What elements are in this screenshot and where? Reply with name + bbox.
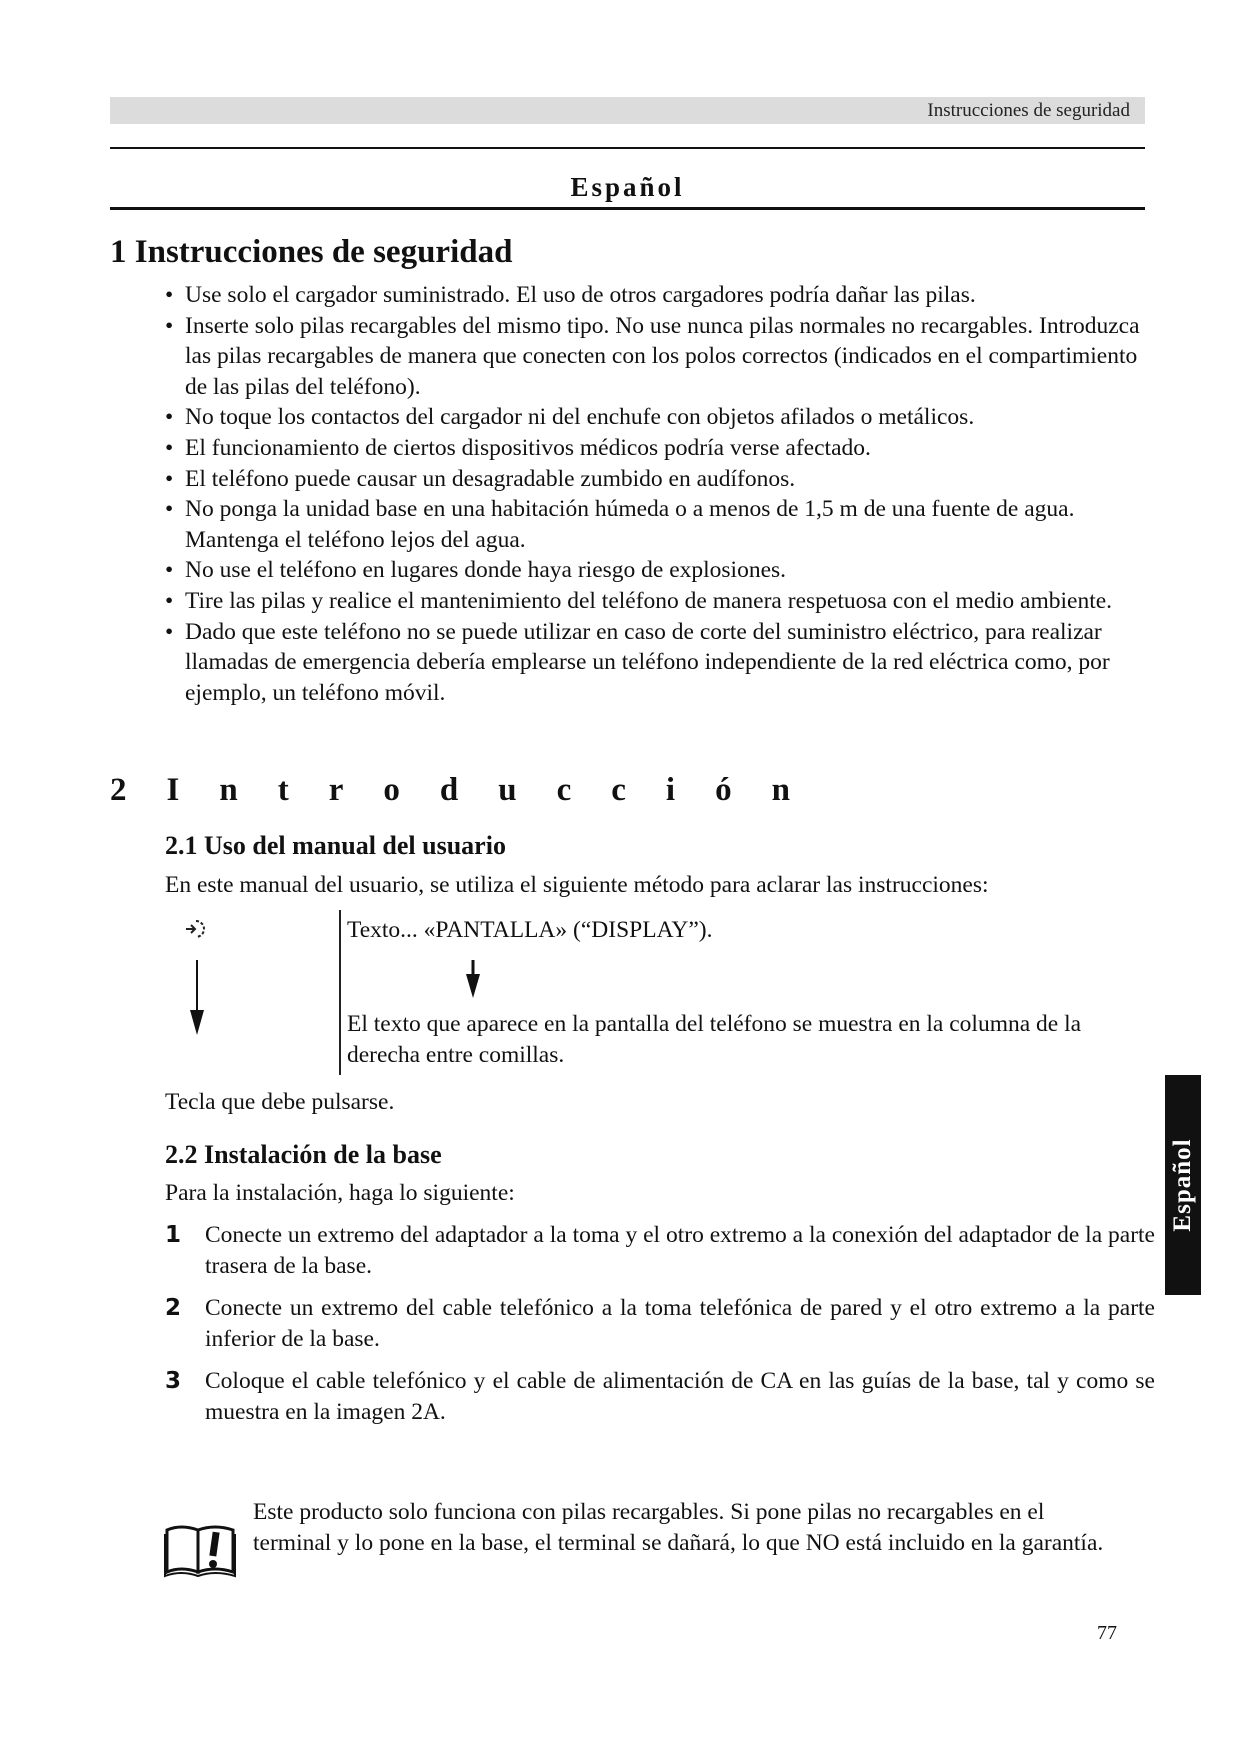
language-title: Español xyxy=(570,172,685,202)
list-item: • No toque los contactos del cargador ni del enchufe con objetos afilados o metálicos. xyxy=(165,404,975,431)
subsection-2-2-title: 2.2 Instalación de la base xyxy=(165,1140,442,1169)
installation-steps xyxy=(165,1220,1155,1440)
key-explanation: Tecla que debe pulsarse. xyxy=(165,1089,395,1115)
key-press-icon xyxy=(183,918,207,940)
language-side-tab: Español xyxy=(1165,1075,1201,1295)
subsection-2-2-intro: Para la instalación, haga lo siguiente: xyxy=(165,1180,515,1206)
page-number: 77 xyxy=(1097,1622,1117,1644)
display-explanation: El texto que aparece en la pantalla del teléfono se muestra en la columna de la derecha entre comillas. xyxy=(347,1011,1082,1068)
list-item: • El teléfono puede causar un desagradable zumbido en audífonos. xyxy=(165,465,796,492)
language-rule xyxy=(110,207,1145,210)
display-example: Texto... «PANTALLA» (“DISPLAY”). xyxy=(347,917,713,943)
battery-note: Este producto solo funciona con pilas recargables. Si pone pilas no recargables en el terminal y lo pone en la base, el terminal se dañará, lo que NO está incluido en la garantía. xyxy=(253,1499,1104,1556)
section-2-title: 2 I n t r o d u c c i ó n xyxy=(110,772,790,808)
running-header xyxy=(110,97,1145,124)
subsection-2-1-intro: En este manual del usuario, se utiliza el siguiente método para aclarar las instrucciones: xyxy=(165,872,989,898)
manual-warning-icon xyxy=(163,1520,237,1578)
subsection-2-1-title: 2.1 Uso del manual del usuario xyxy=(165,831,506,860)
list-item: • No ponga la unidad base en una habitación húmeda o a menos de 1,5 m de una fuente de agua. Mantenga el teléfono lejos del agua. xyxy=(165,496,1075,553)
list-item: 1 Conecte un extremo del adaptador a la toma y el otro extremo a la conexión del adaptador de la parte trasera de la base. xyxy=(165,1222,1155,1279)
list-item: • Inserte solo pilas recargables del mismo tipo. No use nunca pilas normales no recargables. Introduzca las pilas recargables de manera que conecten con los polos correctos (indicados en el compartimiento de las pilas del teléfono). xyxy=(165,312,1140,400)
list-item: • El funcionamiento de ciertos dispositivos médicos podría verse afectado. xyxy=(165,434,871,461)
list-item: • No use el teléfono en lugares donde haya riesgo de explosiones. xyxy=(165,557,787,584)
list-item: 3 Coloque el cable telefónico y el cable de alimentación de CA en las guías de la base, tal y como se muestra en la imagen 2A. xyxy=(165,1368,1155,1425)
left-down-arrow-icon xyxy=(188,960,206,1035)
safety-bullet-list xyxy=(165,280,1155,708)
column-divider xyxy=(339,910,341,1075)
list-item: • Use solo el cargador suministrado. El uso de otros cargadores podría dañar las pilas. xyxy=(165,282,976,308)
section-1-title: 1 Instrucciones de seguridad xyxy=(110,234,513,270)
top-rule xyxy=(110,147,1145,149)
list-item: • Tire las pilas y realice el mantenimiento del teléfono de manera respetuosa con el medio ambiente. xyxy=(165,587,1113,614)
running-title: Instrucciones de seguridad xyxy=(927,100,1130,121)
list-item: • Dado que este teléfono no se puede utilizar en caso de corte del suministro eléctrico, para realizar llamadas de emergencia debería emplearse un teléfono independiente de la red eléctrica como, por ejemplo, un teléfono móvil. xyxy=(165,618,1110,706)
list-item: 2 Conecte un extremo del cable telefónico a la toma telefónica de pared y el otro extremo a la parte inferior de la base. xyxy=(165,1295,1155,1352)
right-down-arrow-icon xyxy=(464,960,482,998)
